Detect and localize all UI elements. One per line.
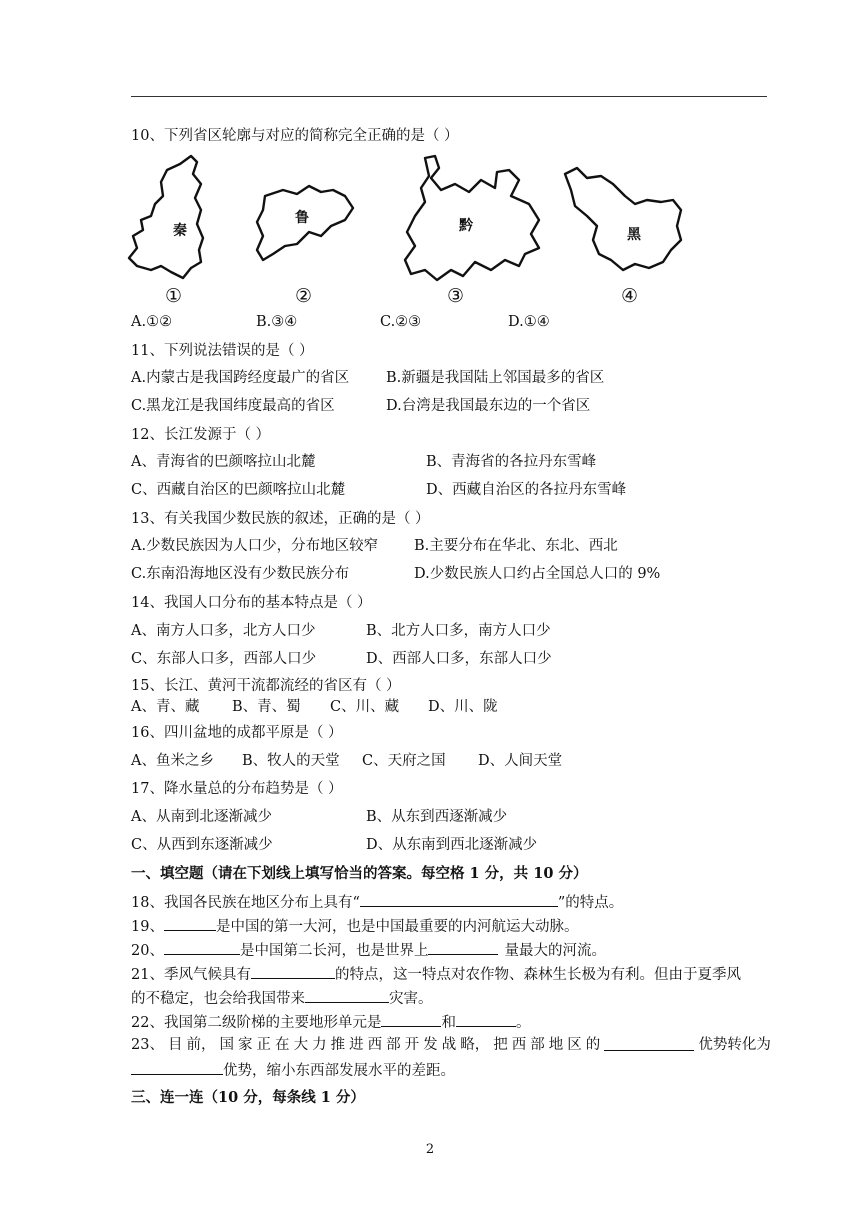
q23-word: 国 bbox=[219, 1037, 234, 1053]
q23-blank-1[interactable] bbox=[604, 1036, 694, 1051]
q11-option-a: A.内蒙古是我国跨经度最广的省区 bbox=[131, 370, 350, 386]
q13-option-b: B.主要分布在华北、东北、西北 bbox=[414, 538, 618, 554]
q11-option-c: C.黑龙江是我国纬度最高的省区 bbox=[131, 398, 335, 414]
q22-text-b: 和 bbox=[441, 1015, 456, 1031]
q14-option-c: C、东部人口多，西部人口少 bbox=[131, 651, 317, 667]
q22 bbox=[131, 1012, 530, 1032]
q12-option-a: A、青海省的巴颜喀拉山北麓 bbox=[131, 454, 316, 470]
q14-option-b: B、北方人口多，南方人口少 bbox=[366, 623, 551, 639]
province-outlines bbox=[125, 150, 695, 310]
q15-option-a: A、青、藏 bbox=[131, 699, 200, 715]
q23-line-2 bbox=[131, 1060, 455, 1080]
q23-word: 大 bbox=[293, 1037, 309, 1053]
q17-option-d: D、从东南到西北逐渐减少 bbox=[366, 837, 538, 853]
q18-text-a: 18、我国各民族在地区分布上具有“ bbox=[131, 895, 360, 911]
heilongjiang-outline-icon bbox=[565, 168, 681, 270]
q23-text-c: 优势，缩小东西部发展水平的差距。 bbox=[223, 1063, 455, 1079]
q23-word: 西 bbox=[367, 1037, 383, 1053]
q15-option-d: D、川、陇 bbox=[428, 699, 498, 715]
q13-stem: 13、有关我国少数民族的叙述，正确的是（ ） bbox=[131, 511, 430, 527]
page-number: 2 bbox=[425, 1142, 435, 1157]
q23-word: 推 bbox=[330, 1037, 346, 1053]
q16-option-d: D、人间天堂 bbox=[478, 753, 563, 769]
q15-option-b: B、青、蜀 bbox=[232, 699, 301, 715]
q12-option-d: D、西藏自治区的各拉丹东雪峰 bbox=[426, 482, 627, 498]
q23-line-1 bbox=[131, 1036, 771, 1054]
map-label-hei: 黑 bbox=[627, 227, 641, 243]
q12-option-b: B、青海省的各拉丹东雪峰 bbox=[426, 454, 597, 470]
q23-word: 正 bbox=[256, 1037, 272, 1053]
map-number-1: ① bbox=[165, 285, 183, 307]
q18-blank[interactable] bbox=[360, 892, 558, 907]
q20-blank-1[interactable] bbox=[164, 940, 240, 955]
q21-line-1 bbox=[131, 964, 741, 984]
q23-word: 部 bbox=[386, 1037, 401, 1053]
q23-word: 部 bbox=[530, 1037, 545, 1053]
q18-text-b: ”的特点。 bbox=[557, 895, 624, 911]
q19-text-b: 是中国的第一大河，也是中国最重要的内河航运大动脉。 bbox=[215, 919, 579, 935]
q21-blank-2[interactable] bbox=[305, 988, 389, 1003]
section-connect-heading: 三、连一连（10 分，每条线 1 分） bbox=[131, 1089, 365, 1106]
map-number-2: ② bbox=[295, 285, 313, 307]
q21-text-b: 的特点，这一特点对农作物、森林生长极为有利。但由于夏季风 bbox=[334, 967, 741, 983]
map-label-lu: 鲁 bbox=[295, 210, 309, 226]
header-rule bbox=[131, 96, 767, 97]
q12-option-c: C、西藏自治区的巴颜喀拉山北麓 bbox=[131, 482, 346, 498]
map-number-4: ④ bbox=[621, 285, 639, 307]
q22-blank-1[interactable] bbox=[381, 1012, 441, 1027]
q14-option-d: D、西部人口多，东部人口少 bbox=[366, 651, 552, 667]
q20-blank-2[interactable] bbox=[428, 940, 498, 955]
q22-text-c: 。 bbox=[515, 1015, 531, 1031]
q16-stem: 16、四川盆地的成都平原是（ ） bbox=[131, 725, 343, 741]
q23-word: 把 bbox=[493, 1037, 508, 1053]
q20 bbox=[131, 940, 606, 960]
q13-option-a: A.少数民族因为人口少，分布地区较窄 bbox=[131, 538, 379, 554]
q20-text-b: 是中国第二长河，也是世界上 bbox=[239, 943, 429, 959]
map-number-3: ③ bbox=[447, 285, 465, 307]
q23-word: 目 bbox=[167, 1037, 183, 1053]
q10-option-a: A.①② bbox=[131, 314, 173, 330]
q23-word: 发 bbox=[423, 1037, 438, 1053]
q21-line-2 bbox=[131, 988, 433, 1008]
q20-text-c: 量最大的河流。 bbox=[504, 943, 606, 959]
q23-word: 在 bbox=[275, 1037, 290, 1053]
q23-word: 战 bbox=[441, 1037, 457, 1053]
q17-option-b: B、从东到西逐渐减少 bbox=[366, 809, 508, 825]
q23-word: 区 bbox=[567, 1037, 582, 1053]
q23-word: 略， bbox=[460, 1037, 490, 1053]
q23-word: 家 bbox=[238, 1037, 253, 1053]
q10-option-c: C.②③ bbox=[380, 314, 422, 330]
q23-word: 西 bbox=[511, 1037, 527, 1053]
q21-blank-1[interactable] bbox=[251, 964, 335, 979]
q23-word: 前， bbox=[186, 1037, 216, 1053]
q12-stem: 12、长江发源于（ ） bbox=[131, 427, 271, 443]
q19-blank[interactable] bbox=[164, 916, 216, 931]
q10-stem: 10、下列省区轮廓与对应的简称完全正确的是（ ） bbox=[131, 128, 459, 144]
q11-stem: 11、下列说法错误的是（ ） bbox=[131, 343, 314, 359]
q21-text-c: 的不稳定，也会给我国带来 bbox=[131, 991, 305, 1007]
q17-stem: 17、降水量总的分布趋势是（ ） bbox=[131, 781, 343, 797]
q23-text-b: 优势转化为 bbox=[698, 1037, 771, 1053]
q21-text-a: 21、季风气候具有 bbox=[131, 967, 251, 983]
section-fill-heading: 一、填空题（请在下划线上填写恰当的答案。每空格 1 分，共 10 分） bbox=[131, 865, 588, 882]
q23-word: 进 bbox=[349, 1037, 364, 1053]
q16-option-a: A、鱼米之乡 bbox=[131, 753, 214, 769]
map-label-qin: 秦 bbox=[173, 223, 187, 239]
q11-option-d: D.台湾是我国最东边的一个省区 bbox=[386, 398, 591, 414]
q18 bbox=[131, 892, 623, 912]
q19 bbox=[131, 916, 578, 936]
province-maps bbox=[125, 150, 695, 310]
map-label-qian: 黔 bbox=[459, 218, 473, 234]
q23-word: 开 bbox=[404, 1037, 420, 1053]
q13-option-d: D.少数民族人口约占全国总人口的 9% bbox=[414, 566, 661, 582]
q11-option-b: B.新疆是我国陆上邻国最多的省区 bbox=[386, 370, 605, 386]
q15-option-c: C、川、藏 bbox=[330, 699, 400, 715]
q13-option-c: C.东南沿海地区没有少数民族分布 bbox=[131, 566, 350, 582]
q23-word: 的 bbox=[585, 1037, 601, 1053]
q14-option-a: A、南方人口多，北方人口少 bbox=[131, 623, 316, 639]
q10-option-b: B.③④ bbox=[256, 314, 298, 330]
q22-blank-2[interactable] bbox=[456, 1012, 516, 1027]
q14-stem: 14、我国人口分布的基本特点是（ ） bbox=[131, 595, 372, 611]
q10-option-d: D.①④ bbox=[508, 314, 550, 330]
q23-word: 23、 bbox=[131, 1037, 164, 1053]
shaanxi-outline-icon bbox=[129, 156, 203, 278]
q23-blank-2[interactable] bbox=[131, 1060, 223, 1075]
q23-word: 力 bbox=[312, 1037, 327, 1053]
q15-stem: 15、长江、黄河干流都流经的省区有（ ） bbox=[131, 678, 401, 694]
q17-option-c: C、从西到东逐渐减少 bbox=[131, 837, 273, 853]
q23-word: 地 bbox=[548, 1037, 564, 1053]
q19-text-a: 19、 bbox=[131, 919, 164, 935]
q16-option-b: B、牧人的天堂 bbox=[242, 753, 340, 769]
q17-option-a: A、从南到北逐渐减少 bbox=[131, 809, 272, 825]
q22-text-a: 22、我国第二级阶梯的主要地形单元是 bbox=[131, 1015, 382, 1031]
q21-text-d: 灾害。 bbox=[389, 991, 433, 1007]
q16-option-c: C、天府之国 bbox=[362, 753, 446, 769]
q20-text-a: 20、 bbox=[131, 943, 164, 959]
